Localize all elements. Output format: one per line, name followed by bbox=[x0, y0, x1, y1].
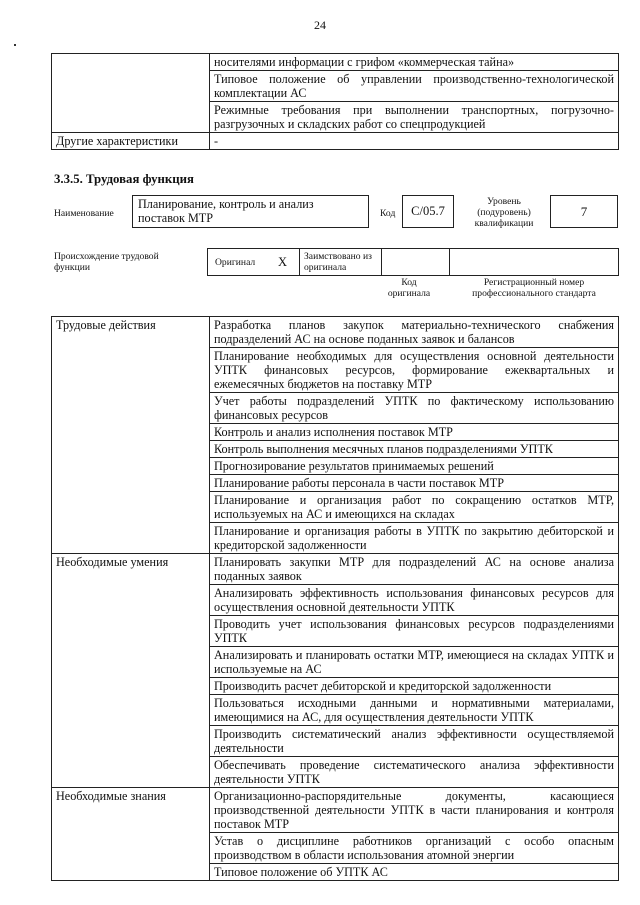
section-label-continuation bbox=[52, 757, 210, 788]
table-cell: Обеспечивать проведение систематического анализа эффективности деятельности УПТК bbox=[210, 757, 619, 788]
table-cell: Контроль выполнения месячных планов подразделениями УПТК bbox=[210, 441, 619, 458]
empty-cell bbox=[52, 71, 210, 102]
table-cell: Анализировать и планировать остатки МТР, имеющиеся на складах УПТК и используемые на АС bbox=[210, 647, 619, 678]
table-cell: Производить систематический анализ эффективности осуществляемой деятельности bbox=[210, 726, 619, 757]
table-row bbox=[52, 424, 619, 441]
table-cell: Контроль и анализ исполнения поставок МТР bbox=[210, 424, 619, 441]
table-cell: Устав о дисциплине работников организаций с особо опасным производством в области использования атомной энергии bbox=[210, 833, 619, 864]
top-characteristics-table bbox=[51, 53, 619, 150]
section-label-continuation bbox=[52, 833, 210, 864]
section-label-continuation bbox=[52, 424, 210, 441]
table-row bbox=[52, 71, 619, 102]
section-label-continuation bbox=[52, 458, 210, 475]
table-row bbox=[52, 833, 619, 864]
section-label-continuation bbox=[52, 348, 210, 393]
table-row bbox=[52, 348, 619, 393]
other-characteristics-value: - bbox=[210, 133, 619, 150]
page-number: 24 bbox=[314, 18, 326, 32]
table-row bbox=[52, 441, 619, 458]
section-label-continuation bbox=[52, 393, 210, 424]
original-mark: X bbox=[278, 255, 288, 269]
divider bbox=[381, 249, 382, 275]
table-row bbox=[52, 54, 619, 71]
table-row bbox=[52, 616, 619, 647]
section-label-continuation bbox=[52, 616, 210, 647]
function-details-body bbox=[52, 317, 619, 881]
section-title: 3.3.5. Трудовая функция bbox=[54, 172, 194, 186]
origin-box bbox=[207, 248, 619, 276]
section-label-continuation bbox=[52, 678, 210, 695]
table-cell: Проводить учет использования финансовых ресурсов подразделениями УПТК bbox=[210, 616, 619, 647]
borrowed-label: Заимствовано из оригинала bbox=[304, 251, 372, 273]
table-cell: Производить расчет дебиторской и кредиторской задолженности bbox=[210, 678, 619, 695]
section-label: Необходимые умения bbox=[52, 554, 210, 585]
registration-caption: Регистрационный номер профессионального стандарта bbox=[472, 277, 596, 299]
function-code: C/05.7 bbox=[411, 204, 445, 218]
level-label: Уровень (подуровень) квалификации bbox=[474, 196, 534, 229]
table-cell: Планирование необходимых для осуществления основной деятельности УПТК финансовых ресурсов, формирование ежеквартальных и ежемесячных бюджетов на поставку МТР bbox=[210, 348, 619, 393]
table-row bbox=[52, 317, 619, 348]
table-cell: Организационно-распорядительные документы, касающиеся производственной деятельности УПТК в части планирования и контроля поставок МТР bbox=[210, 788, 619, 833]
table-row bbox=[52, 492, 619, 523]
section-label-continuation bbox=[52, 475, 210, 492]
section-label-continuation bbox=[52, 695, 210, 726]
table-cell: Разработка планов закупок материально-технического снабжения подразделений АС на основе поданных заявок и балансов bbox=[210, 317, 619, 348]
empty-cell bbox=[52, 102, 210, 133]
table-row bbox=[52, 133, 619, 150]
section-label: Трудовые действия bbox=[52, 317, 210, 348]
table-row bbox=[52, 554, 619, 585]
table-cell: Планирование и организация работ по сокращению остатков МТР, используемых на АС и имеющихся на складах bbox=[210, 492, 619, 523]
table-cell: Планирование работы персонала в части поставок МТР bbox=[210, 475, 619, 492]
name-label: Наименование bbox=[54, 208, 114, 219]
section-label-continuation bbox=[52, 864, 210, 881]
table-cell: Прогнозирование результатов принимаемых решений bbox=[210, 458, 619, 475]
function-name-box bbox=[132, 195, 369, 228]
section-label-continuation bbox=[52, 492, 210, 523]
section-label-continuation bbox=[52, 585, 210, 616]
origin-label: Происхождение трудовой функции bbox=[54, 251, 159, 273]
section-label-continuation bbox=[52, 726, 210, 757]
table-row bbox=[52, 788, 619, 833]
table-cell: носителями информации с грифом «коммерческая тайна» bbox=[210, 54, 619, 71]
code-caption: Код оригинала bbox=[387, 277, 431, 299]
section-label-continuation bbox=[52, 441, 210, 458]
table-row bbox=[52, 864, 619, 881]
divider bbox=[299, 249, 300, 275]
table-cell: Пользоваться исходными данными и нормативными материалами, имеющимися на АС, для осуществления деятельности УПТК bbox=[210, 695, 619, 726]
table-row bbox=[52, 678, 619, 695]
section-label-continuation bbox=[52, 647, 210, 678]
scan-dot bbox=[14, 44, 16, 46]
table-row bbox=[52, 475, 619, 492]
function-details-table bbox=[51, 316, 619, 881]
section-label-continuation bbox=[52, 523, 210, 554]
empty-cell bbox=[52, 54, 210, 71]
table-row bbox=[52, 393, 619, 424]
table-cell: Планировать закупки МТР для подразделений АС на основе анализа поданных заявок bbox=[210, 554, 619, 585]
level-box bbox=[550, 195, 618, 228]
section-label: Необходимые знания bbox=[52, 788, 210, 833]
table-row bbox=[52, 102, 619, 133]
code-box bbox=[402, 195, 454, 228]
table-row bbox=[52, 458, 619, 475]
table-row bbox=[52, 726, 619, 757]
table-row bbox=[52, 523, 619, 554]
original-label: Оригинал bbox=[215, 257, 256, 268]
table-row bbox=[52, 647, 619, 678]
table-row bbox=[52, 695, 619, 726]
divider bbox=[449, 249, 450, 275]
table-cell: Режимные требования при выполнении транспортных, погрузочно-разгрузочных и складских работ со спецпродукцией bbox=[210, 102, 619, 133]
level-value: 7 bbox=[580, 204, 588, 219]
table-cell: Типовое положение об УПТК АС bbox=[210, 864, 619, 881]
table-row bbox=[52, 585, 619, 616]
table-cell: Планирование и организация работы в УПТК по закрытию дебиторской и кредиторской задолженности bbox=[210, 523, 619, 554]
function-name: Планирование, контроль и анализ поставок МТР bbox=[138, 197, 314, 225]
code-label: Код bbox=[380, 208, 396, 219]
table-cell: Типовое положение об управлении производственно-технологической комплектации АС bbox=[210, 71, 619, 102]
table-cell: Анализировать эффективность использования финансовых ресурсов для осуществления основной деятельности УПТК bbox=[210, 585, 619, 616]
table-row bbox=[52, 757, 619, 788]
other-characteristics-label: Другие характеристики bbox=[52, 133, 210, 150]
table-cell: Учет работы подразделений УПТК по фактическому использованию финансовых ресурсов bbox=[210, 393, 619, 424]
